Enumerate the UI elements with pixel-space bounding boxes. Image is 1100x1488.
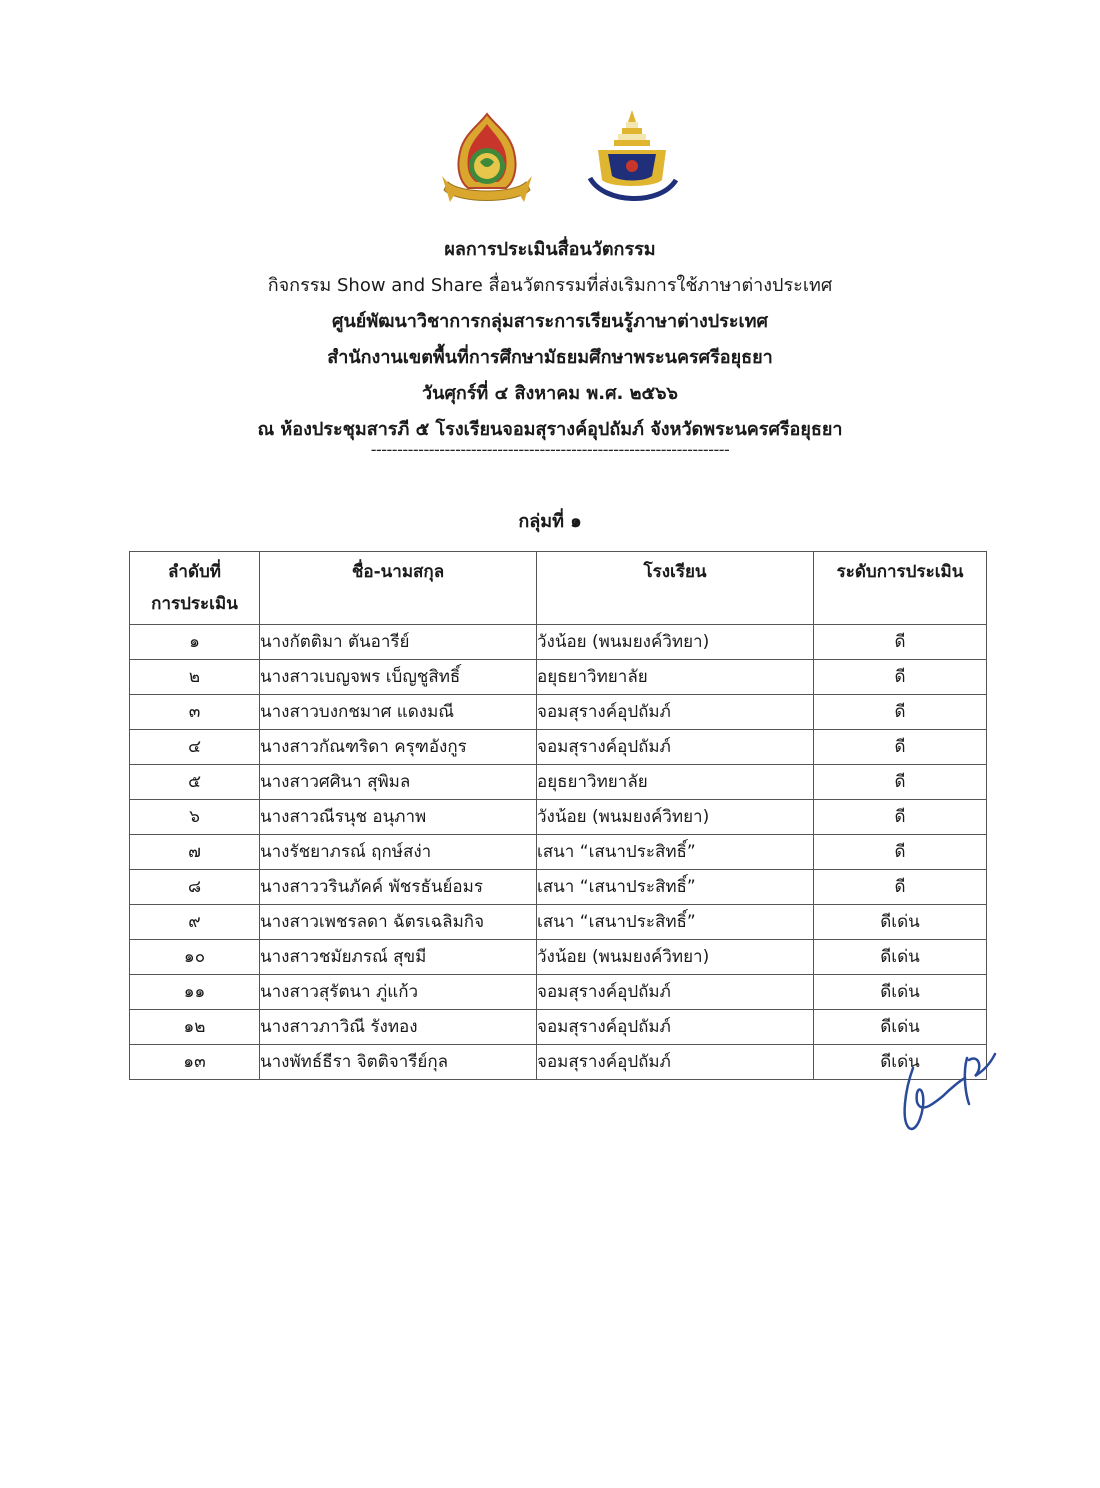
row-level: ดีเด่น [814, 975, 987, 1010]
divider: -------------------------------------------------------------------- [370, 440, 730, 459]
row-school: เสนา “เสนาประสิทธิ์” [537, 870, 814, 905]
school-emblem-icon [584, 108, 680, 208]
column-header-name: ชื่อ-นามสกุล [260, 552, 537, 625]
row-level: ดีเด่น [814, 940, 987, 975]
row-level: ดีเด่น [814, 1010, 987, 1045]
order-header-line2: การประเมิน [151, 594, 238, 614]
document-title: ผลการประเมินสื่อนวัตกรรม [444, 239, 656, 260]
row-school: วังน้อย (พนมยงค์วิทยา) [537, 940, 814, 975]
row-school: จอมสุรางค์อุปถัมภ์ [537, 695, 814, 730]
row-name: นางรัชยาภรณ์ ฤกษ์สง่า [260, 835, 537, 870]
row-level: ดี [814, 870, 987, 905]
row-level: ดี [814, 625, 987, 660]
row-number: ๑๐ [130, 940, 260, 975]
row-number: ๓ [130, 695, 260, 730]
row-school: เสนา “เสนาประสิทธิ์” [537, 835, 814, 870]
obec-emblem-icon [438, 112, 536, 212]
table-row [130, 975, 987, 1010]
order-header-line1: ลำดับที่ [167, 562, 221, 582]
activity-title: กิจกรรม Show and Share สื่อนวัตกรรมที่ส่งเริมการใช้ภาษาต่างประเทศ [267, 275, 833, 296]
row-name: นางพัทธ์ธีรา จิตติจารีย์กุล [260, 1045, 537, 1080]
row-name: นางสาวศศินา สุพิมล [260, 765, 537, 800]
event-date: วันศุกร์ที่ ๔ สิงหาคม พ.ศ. ๒๕๖๖ [422, 383, 678, 404]
row-school: อยุธยาวิทยาลัย [537, 660, 814, 695]
row-school: วังน้อย (พนมยงค์วิทยา) [537, 625, 814, 660]
row-name: นางสาวชมัยภรณ์ สุขมี [260, 940, 537, 975]
row-name: นางสาวบงกชมาศ แดงมณี [260, 695, 537, 730]
row-name: นางกัตติมา ตันอารีย์ [260, 625, 537, 660]
row-school: จอมสุรางค์อุปถัมภ์ [537, 975, 814, 1010]
table-row [130, 835, 987, 870]
row-number: ๑ [130, 625, 260, 660]
row-level: ดีเด่น [814, 1045, 987, 1080]
row-number: ๕ [130, 765, 260, 800]
row-level: ดี [814, 660, 987, 695]
table-row [130, 800, 987, 835]
row-level: ดี [814, 695, 987, 730]
row-name: นางสาวณีรนุช อนุภาพ [260, 800, 537, 835]
row-number: ๔ [130, 730, 260, 765]
row-level: ดี [814, 800, 987, 835]
table-row [130, 695, 987, 730]
row-school: เสนา “เสนาประสิทธิ์” [537, 905, 814, 940]
office-name: สำนักงานเขตพื้นที่การศึกษามัธยมศึกษาพระนครศรีอยุธยา [327, 347, 773, 368]
row-name: นางสาวกัณฑริดา ครุฑอังกูร [260, 730, 537, 765]
document-header [0, 232, 1100, 448]
row-name: นางสาวสุรัตนา ภู่แก้ว [260, 975, 537, 1010]
row-school: จอมสุรางค์อุปถัมภ์ [537, 1045, 814, 1080]
group-title: กลุ่มที่ ๑ [518, 511, 582, 532]
table-row [130, 660, 987, 695]
row-level: ดี [814, 765, 987, 800]
row-name: นางสาววรินภัคค์ พัชรธันย์อมร [260, 870, 537, 905]
event-venue: ณ ห้องประชุมสารภี ๕ โรงเรียนจอมสุรางค์อุปถัมภ์ จังหวัดพระนครศรีอยุธยา [257, 419, 843, 440]
row-school: จอมสุรางค์อุปถัมภ์ [537, 1010, 814, 1045]
row-number: ๙ [130, 905, 260, 940]
row-school: อยุธยาวิทยาลัย [537, 765, 814, 800]
column-header-school: โรงเรียน [537, 552, 814, 625]
row-name: นางสาวเพชรลดา ฉัตรเฉลิมกิจ [260, 905, 537, 940]
row-number: ๑๑ [130, 975, 260, 1010]
table-row [130, 1010, 987, 1045]
table-row [130, 870, 987, 905]
column-header-order [130, 552, 260, 625]
row-level: ดี [814, 730, 987, 765]
column-header-level: ระดับการประเมิน [814, 552, 987, 625]
row-number: ๒ [130, 660, 260, 695]
table-row [130, 905, 987, 940]
row-number: ๖ [130, 800, 260, 835]
table-row [130, 765, 987, 800]
row-level: ดีเด่น [814, 905, 987, 940]
row-number: ๑๓ [130, 1045, 260, 1080]
row-level: ดี [814, 835, 987, 870]
results-table [129, 551, 987, 1080]
table-row [130, 1045, 987, 1080]
logo-bar [0, 108, 1100, 218]
row-number: ๗ [130, 835, 260, 870]
row-school: จอมสุรางค์อุปถัมภ์ [537, 730, 814, 765]
row-number: ๑๒ [130, 1010, 260, 1045]
signature-icon [895, 1040, 1005, 1140]
row-name: นางสาวภาวิณี รังทอง [260, 1010, 537, 1045]
row-number: ๘ [130, 870, 260, 905]
table-row [130, 730, 987, 765]
table-row [130, 625, 987, 660]
row-school: วังน้อย (พนมยงค์วิทยา) [537, 800, 814, 835]
table-header-row [130, 552, 987, 625]
table-row [130, 940, 987, 975]
row-name: นางสาวเบญจพร เบ็ญชูสิทธิ์ [260, 660, 537, 695]
center-name: ศูนย์พัฒนาวิชาการกลุ่มสาระการเรียนรู้ภาษาต่างประเทศ [332, 311, 768, 332]
